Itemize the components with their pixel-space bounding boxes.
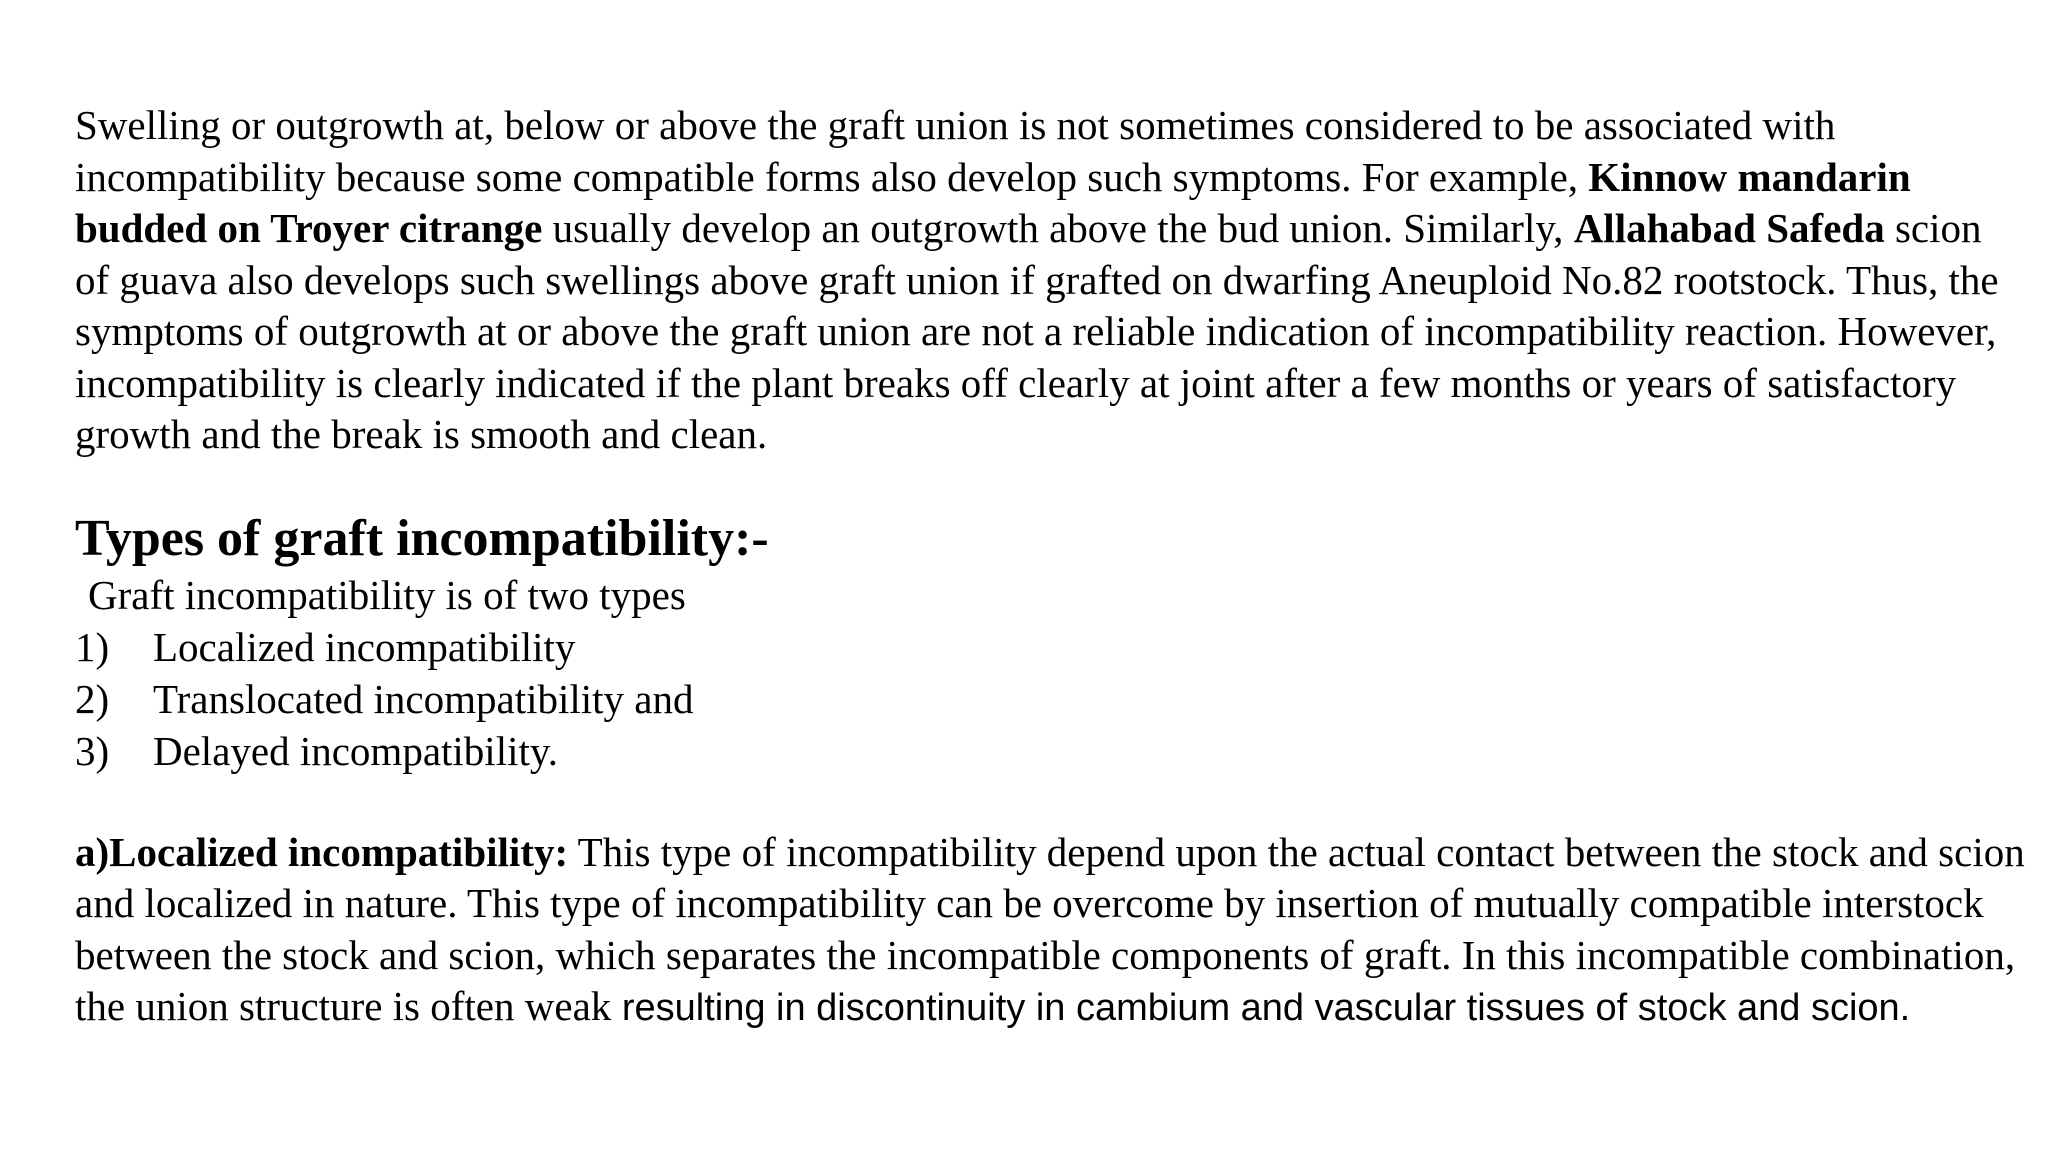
paragraph-text: scion of guava also develops such swellings above graft union if grafted on dwarfing Aneuploid No.82 rootstock. Thus, the symptoms of outgrowth at or above the graft union are not a reliable indication of incompatibility reaction. However, incompatibility is clearly indicated if the plant breaks off clearly at joint after a few months or years of satisfactory growth and the break is smooth and clean.	[75, 205, 1999, 457]
paragraph-text: Swelling or outgrowth at, below or above the graft union is not sometimes considered to be associated with incompatibility because some compatible forms also develop such symptoms. For example,	[75, 102, 1836, 200]
list-number: 2)	[75, 675, 110, 722]
list-number: 3)	[75, 727, 110, 774]
types-intro: Graft incompatibility is of two types	[88, 571, 686, 618]
list-item	[75, 621, 2025, 673]
intro-paragraph	[75, 100, 2025, 461]
localized-title: a)Localized incompatibility:	[75, 828, 569, 875]
paragraph-text: This type of incompatibility depend upon the actual contact between the stock and scion and localized in nature. This type of incompatibility can be overcome by insertion of mutually compatible interstock between the stock and scion, which separates the incompatible components of graft. In this incompatible combination, the union structure is often weak	[75, 828, 2025, 1029]
bold-term-kinnow: Kinnow mandarin budded on Troyer citrange	[75, 153, 1911, 251]
paragraph-text-sans: resulting in discontinuity in cambium and vascular tissues of stock and scion.	[611, 987, 1911, 1029]
section-heading: Types of graft incompatibility:-	[75, 509, 769, 567]
document-page	[75, 100, 2025, 1035]
types-list	[75, 621, 2025, 777]
list-label: Localized incompatibility	[153, 623, 576, 670]
list-label: Translocated incompatibility and	[153, 675, 694, 722]
bold-term-allahabad: Allahabad Safeda	[1573, 205, 1885, 251]
paragraph-text: usually develop an outgrowth above the bud union. Similarly,	[542, 205, 1574, 251]
list-label: Delayed incompatibility.	[153, 727, 558, 774]
list-item	[75, 725, 2025, 777]
localized-paragraph	[75, 827, 2025, 1035]
list-number: 1)	[75, 623, 110, 670]
list-item	[75, 673, 2025, 725]
